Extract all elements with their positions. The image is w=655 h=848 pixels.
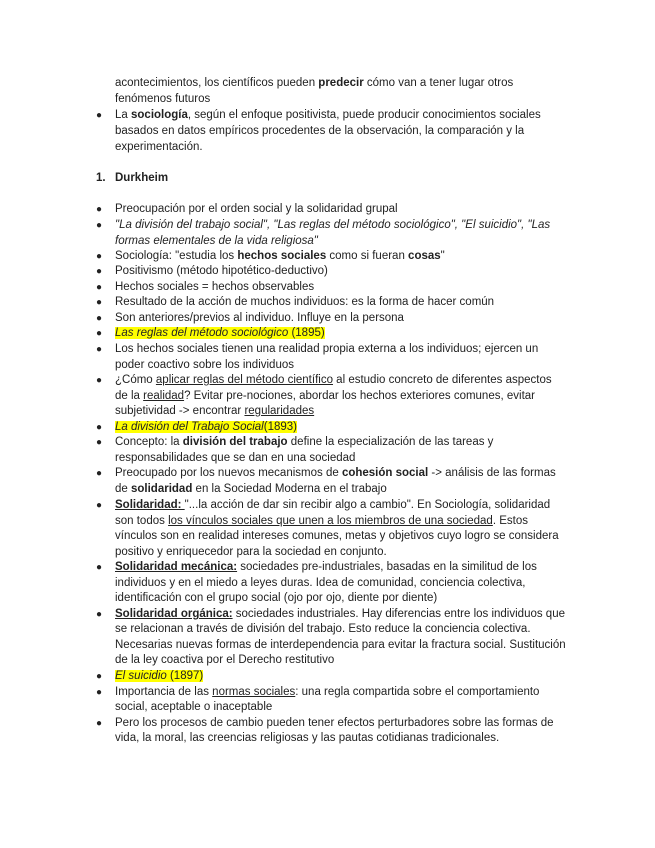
list-item [115, 466, 556, 482]
text-bold: predecir [318, 77, 364, 89]
term-label: Solidaridad mecánica: [115, 561, 238, 573]
text-bold: hechos sociales [237, 250, 327, 262]
text: Preocupado por los nuevos mecanismos de [115, 467, 342, 479]
text: " [440, 250, 445, 262]
text: : una regla compartida sobre el comportamiento [295, 686, 540, 698]
intro-line-2: fenómenos futuros [115, 93, 211, 105]
list-item [115, 560, 537, 576]
bullet-icon: ● [96, 313, 103, 324]
list-item-continuation: de la ley coactiva por el Derecho restitutivo [115, 654, 335, 666]
text-underlined: regularidades [244, 405, 315, 417]
list-item-continuation: formas elementales de la vida religiosa" [115, 235, 318, 247]
text: "...la acción de dar sin recibir algo a cambio". En Sociología, solidaridad [184, 499, 551, 511]
intro-line-4: basados en datos empíricos procedentes de la observación, la comparación y la [115, 125, 525, 137]
list-item-continuation: se relacionan a través de división del trabajo. Esto reduce la conciencia colectiva. [115, 623, 531, 635]
book-title: La división del Trabajo Social [115, 421, 264, 433]
text-underlined: los vínculos sociales que unen a los miembros de una sociedad [168, 515, 493, 527]
text: Concepto: la [115, 436, 183, 448]
bullet-icon: ● [96, 718, 103, 729]
list-item-highlighted [115, 420, 297, 436]
bullet-icon: ● [96, 344, 103, 355]
text: de la [115, 390, 144, 402]
text-underlined: realidad [143, 390, 185, 402]
text: como si fueran [326, 250, 409, 262]
list-item: Pero los procesos de cambio pueden tener efectos perturbadores sobre las formas de [115, 717, 554, 729]
list-item: Son anteriores/previos al individuo. Influye en la persona [115, 312, 404, 324]
text: sociedades industriales. Hay diferencias entre los individuos que [232, 608, 565, 620]
text-bold: cosas [408, 250, 441, 262]
list-item [115, 685, 539, 701]
term-label: Solidaridad orgánica: [115, 608, 233, 620]
text-underlined: normas sociales [212, 686, 296, 698]
text: al estudio concreto de diferentes aspectos [332, 374, 552, 386]
text: cómo van a tener lugar otros [363, 77, 514, 89]
list-item-highlighted [115, 326, 325, 342]
bullet-icon: ● [96, 110, 103, 121]
text: de [115, 483, 131, 495]
list-item-continuation [115, 404, 314, 420]
list-item: Resultado de la acción de muchos individuos: es la forma de hacer común [115, 296, 495, 308]
list-item-continuation: poder coactivo sobre los individuos [115, 359, 294, 371]
bullet-icon: ● [96, 220, 103, 231]
bullet-icon: ● [96, 375, 103, 386]
bullet-icon: ● [96, 328, 103, 339]
heading-number: 1. [96, 172, 106, 184]
text: acontecimientos, los científicos pueden [115, 77, 319, 89]
term-label: Solidaridad: [115, 499, 185, 511]
text: Sociología: "estudia los [115, 250, 238, 262]
list-item-continuation [115, 514, 528, 530]
list-item-continuation: Necesarias nuevas formas de interdependencia para evitar la fractura social. Sustitución [115, 639, 566, 651]
list-item: Hechos sociales = hechos observables [115, 281, 315, 293]
book-title: Las reglas del método sociológico [115, 327, 289, 339]
list-item [115, 498, 550, 514]
list-item-continuation: vida, la moral, las creencias religiosas y las pautas cotidianas tradicionales. [115, 732, 500, 744]
text: ? Evitar pre-nociones, abordar los hechos exteriores comunes, evitar [184, 390, 535, 402]
text-bold: solidaridad [131, 483, 193, 495]
list-item [115, 249, 445, 265]
text: subjetividad -> encontrar [115, 405, 245, 417]
text: define la especialización de las tareas y [287, 436, 494, 448]
text-underlined: aplicar reglas del método científico [155, 374, 333, 386]
bullet-icon: ● [96, 297, 103, 308]
list-item: "La división del trabajo social", "Las reglas del método sociológico", "El suicidio", "Las [115, 219, 551, 231]
text: en la Sociedad Moderna en el trabajo [192, 483, 387, 495]
year: (1897) [166, 670, 204, 682]
text: Importancia de las [115, 686, 213, 698]
list-item-continuation [115, 389, 535, 405]
list-item-highlighted [115, 669, 203, 685]
text-bold: cohesión social [341, 467, 429, 479]
list-item [115, 435, 493, 451]
bullet-icon: ● [96, 671, 103, 682]
text: sociedades pre-industriales, basadas en la similitud de los [237, 561, 537, 573]
bullet-icon: ● [96, 437, 103, 448]
bullet-icon: ● [96, 468, 103, 479]
text: La [115, 109, 131, 121]
bullet-icon: ● [96, 500, 103, 511]
list-item: Positivismo (método hipotético-deductivo) [115, 265, 328, 277]
bullet-icon: ● [96, 204, 103, 215]
list-item-continuation: social, aceptable o inaceptable [115, 701, 273, 713]
list-item-continuation: positivo y enriquecedor para la sociedad en conjunto. [115, 546, 387, 558]
bullet-icon: ● [96, 282, 103, 293]
bullet-icon: ● [96, 422, 103, 433]
text: ¿Cómo [115, 374, 156, 386]
bullet-icon: ● [96, 562, 103, 573]
book-title: El suicidio [115, 670, 167, 682]
text: . Estos [492, 515, 528, 527]
intro-line-3 [115, 108, 541, 124]
intro-line-1 [115, 76, 513, 92]
list-item [115, 373, 552, 389]
list-item-continuation: responsabilidades que se dan en una sociedad [115, 452, 356, 464]
intro-line-5: experimentación. [115, 141, 203, 153]
text: , según el enfoque positivista, puede producir conocimientos sociales [187, 109, 541, 121]
list-item: Preocupación por el orden social y la solidaridad grupal [115, 203, 398, 215]
text: -> análisis de las formas [428, 467, 556, 479]
bullet-icon: ● [96, 609, 103, 620]
year: (1893) [263, 421, 297, 433]
list-item-continuation: individuos y en el miedo a leyes duras. Idea de comunidad, conciencia colectiva, [115, 577, 526, 589]
text: son todos [115, 515, 169, 527]
text-bold: sociología [131, 109, 188, 121]
bullet-icon: ● [96, 266, 103, 277]
list-item-continuation: vínculos son en realidad intereses comunes, metas y objetivos cuyo logro se considera [115, 530, 559, 542]
text-bold: división del trabajo [182, 436, 288, 448]
list-item: Los hechos sociales tienen una realidad propia externa a los individuos; ejercen un [115, 343, 539, 355]
bullet-icon: ● [96, 251, 103, 262]
bullet-icon: ● [96, 687, 103, 698]
list-item [115, 607, 565, 623]
year: (1895) [288, 327, 325, 339]
section-heading: Durkheim [115, 172, 169, 184]
list-item-continuation: identificación con el grupo social (ojo por ojo, diente por diente) [115, 592, 438, 604]
list-item-continuation [115, 482, 387, 498]
